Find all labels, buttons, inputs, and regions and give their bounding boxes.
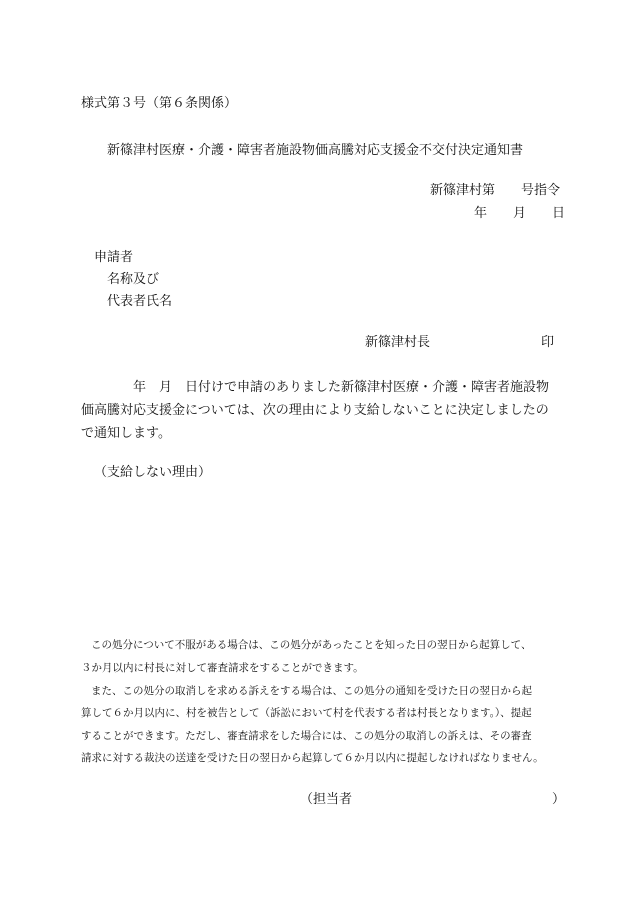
notice-line-1: この処分について不服がある場合は、この処分があったことを知った日の翌日から起算して、 xyxy=(91,639,532,651)
form-number: 様式第３号（第６条関係） xyxy=(81,96,238,111)
reason-heading: （支給しない理由） xyxy=(94,465,212,480)
body-line-2: 価高騰対応支援金については、次の理由により支給しないことに決定しましたの xyxy=(81,403,549,418)
applicant-label: 申請者 xyxy=(94,250,134,265)
notice-line-3: また、この処分の取消しを求める訴えをする場合は、この処分の通知を受けた日の翌日から起 xyxy=(91,685,532,697)
contact-person-close: ） xyxy=(552,792,566,807)
document-number: 新篠津村第 号指令 xyxy=(430,183,561,198)
issue-date: 年 月 日 xyxy=(474,206,566,221)
contact-person-label: （担当者 xyxy=(300,792,353,807)
issuer-name: 新篠津村長 xyxy=(365,335,431,350)
body-line-1: 年 月 日付けで申請のありました新篠津村医療・介護・障害者施設物 xyxy=(133,380,550,395)
document-title: 新篠津村医療・介護・障害者施設物価高騰対応支援金不交付決定通知書 xyxy=(107,143,524,158)
notice-line-6: 請求に対する裁決の送達を受けた日の翌日から起算して６か月以内に提起しなければなりません。 xyxy=(81,752,544,764)
notice-line-5: することができます。ただし、審査請求をした場合には、この処分の取消しの訴えは、その審査 xyxy=(81,730,532,742)
representative-name-label: 代表者氏名 xyxy=(107,294,173,309)
seal-mark: 印 xyxy=(541,335,555,350)
applicant-name-label: 名称及び xyxy=(107,272,160,287)
notice-line-2: ３か月以内に村長に対して審査請求をすることができます。 xyxy=(81,662,364,674)
notice-line-4: 算して６か月以内に、村を被告として（訴訟において村を代表する者は村長となります。）、提起 xyxy=(81,707,532,719)
body-line-3: で通知します。 xyxy=(81,426,171,441)
